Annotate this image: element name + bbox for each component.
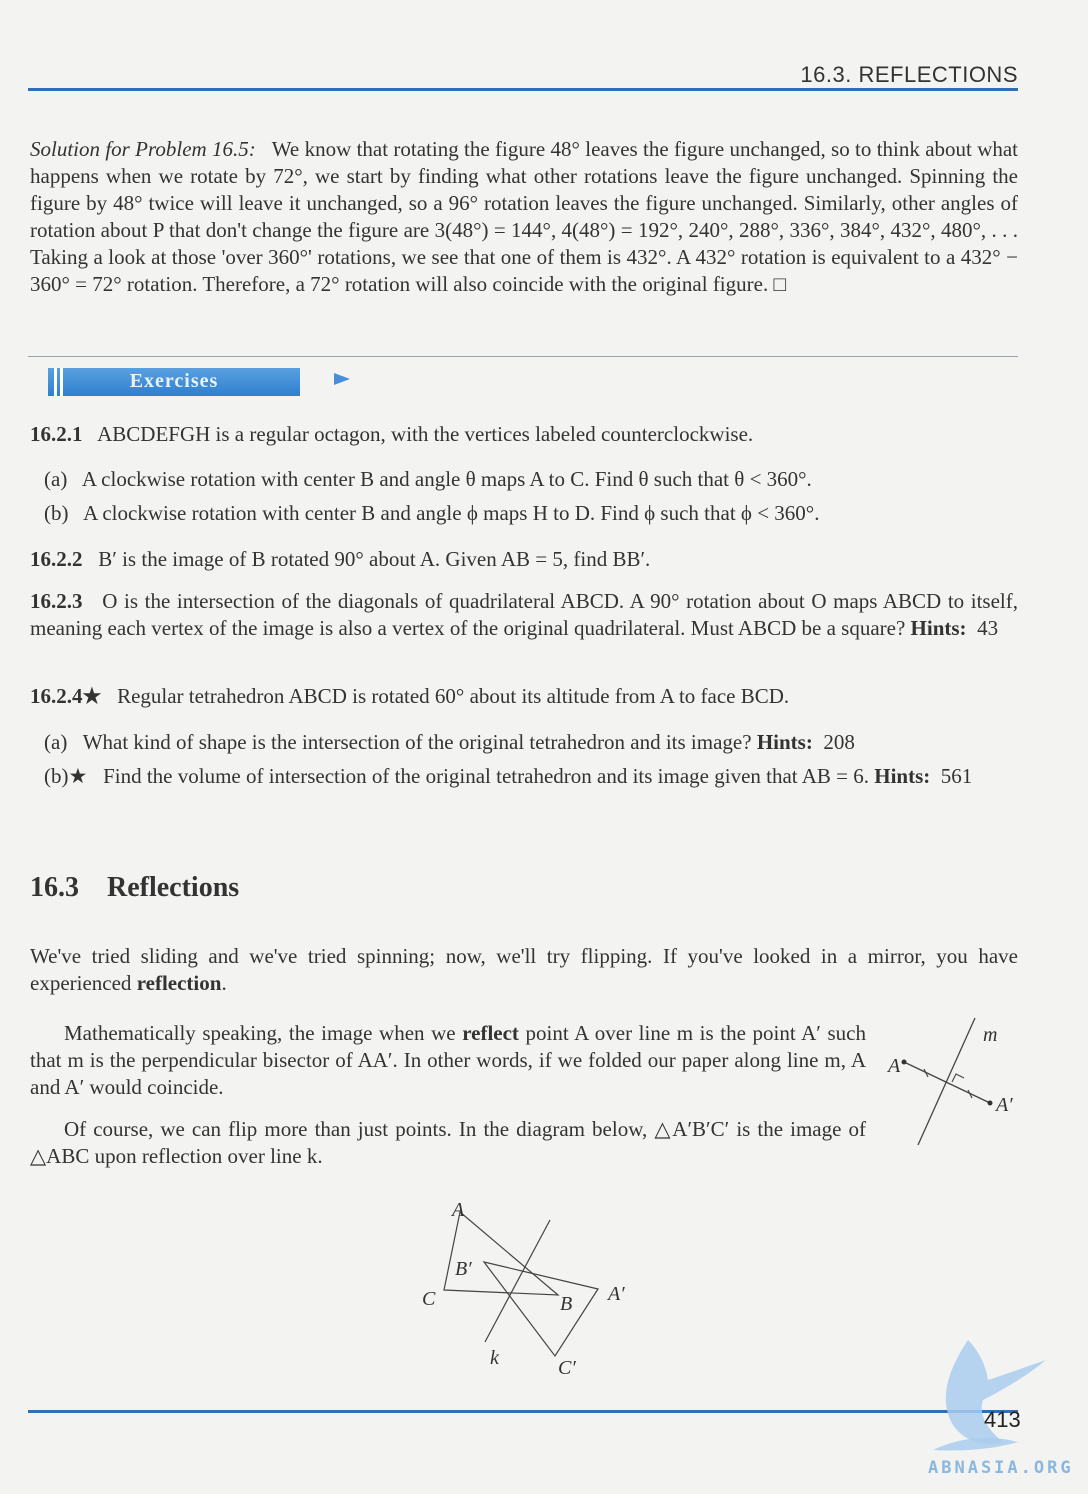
exercise-16-2-4-a xyxy=(44,729,1014,756)
label-B: B xyxy=(560,1293,573,1315)
text-span: point A over line m is the point A′ such that m is the perpendicular bisector of AA′. In other words, if we folded our paper along line m, A and A′ would coincide. xyxy=(30,1021,866,1099)
line-k xyxy=(485,1220,550,1342)
section-heading xyxy=(30,872,239,904)
section-paragraph-1 xyxy=(30,943,1018,997)
solution-lead: Solution for Problem 16.5: xyxy=(30,137,256,161)
bird-logo-icon xyxy=(928,1330,1048,1455)
label-A: A xyxy=(452,1199,465,1221)
part-text: A clockwise rotation with center B and angle ϕ maps H to D. Find ϕ such that ϕ < 360°. xyxy=(83,501,820,525)
exercise-16-2-4 xyxy=(30,683,1020,710)
exercise-16-2-4-b xyxy=(44,763,1018,790)
part-text: What kind of shape is the intersection of the original tetrahedron and its image? xyxy=(82,730,752,754)
section-title: Reflections xyxy=(107,872,240,903)
page-number: 413 xyxy=(984,1407,1021,1432)
exercises-label: Exercises xyxy=(129,370,219,392)
label-k: k xyxy=(490,1347,499,1369)
exercise-text: Regular tetrahedron ABCD is rotated 60° about its altitude from A to face BCD. xyxy=(117,684,790,708)
part-text: A clockwise rotation with center B and angle θ maps A to C. Find θ such that θ < 360°. xyxy=(81,467,812,491)
term-reflect: reflect xyxy=(462,1021,519,1045)
section-paragraph-2 xyxy=(30,1020,866,1101)
reflection-point-figure xyxy=(880,1010,1020,1150)
hints-value: 43 xyxy=(977,616,999,640)
running-header: 16.3. REFLECTIONS xyxy=(800,62,1018,87)
label-C-prime: C′ xyxy=(558,1357,576,1379)
label-A-prime: A′ xyxy=(996,1094,1013,1116)
label-A: A xyxy=(888,1055,901,1077)
exercises-rule xyxy=(28,356,1018,357)
solution-paragraph xyxy=(30,136,1018,298)
exercises-banner xyxy=(48,368,300,396)
exercise-number: 16.2.2 xyxy=(30,547,83,571)
solution-text: We know that rotating the figure 48° leaves the figure unchanged, so to think about what happens when we rotate by 72°, we start by finding what other rotations leave the figure unchanged. Spinning the figure by 48° twice will leave it unchanged, so a 96° rotation leaves the figure unchanged. Similarly, other angles of rotation about P that don't change the figure are 3(48°) = 144°, 4(48°) = 192°, 240°, 288°, 336°, 384°, 432°, 480°, . . . Taking a look at those 'over 360°' rotations, we see that one of them is 432°. A 432° rotation is equivalent to a 432° − 360° = 72° rotation. Therefore, a 72° rotation will also coincide with the original figure. □ xyxy=(30,137,1019,296)
exercise-16-2-3 xyxy=(30,588,1018,642)
section-paragraph-3 xyxy=(30,1116,866,1170)
exercise-number: 16.2.1 xyxy=(30,422,83,446)
label-C: C xyxy=(422,1288,436,1310)
label-m: m xyxy=(983,1024,998,1046)
label-B-prime: B′ xyxy=(455,1258,472,1280)
segment-AA-prime xyxy=(904,1062,990,1103)
exercise-16-2-1 xyxy=(30,421,1020,448)
right-angle-mark xyxy=(952,1074,964,1082)
hints-value: 208 xyxy=(823,730,855,754)
watermark: ABNASIA.ORG xyxy=(928,1458,1074,1478)
triangle-A-prime-B-prime-C-prime xyxy=(484,1262,598,1356)
part-label: (a) xyxy=(44,730,68,754)
part-text: Find the volume of intersection of the original tetrahedron and its image given that AB = 6. xyxy=(103,764,869,788)
exercise-16-2-2 xyxy=(30,546,1020,573)
header-rule xyxy=(28,88,1018,91)
exercise-text: ABCDEFGH is a regular octagon, with the vertices labeled counterclockwise. xyxy=(97,422,754,446)
footer-rule xyxy=(28,1410,1018,1413)
text-span: Mathematically speaking, the image when we xyxy=(64,1021,463,1045)
reflection-triangle-figure xyxy=(410,1192,650,1382)
point-A xyxy=(902,1060,907,1065)
section-number: 16.3 xyxy=(30,872,79,903)
exercise-text: O is the intersection of the diagonals of quadrilateral ABCD. A 90° rotation about O maps ABCD to itself, meaning each vertex of the image is also a vertex of the original quadrilateral. Must ABCD be a square? xyxy=(30,589,1018,640)
part-label: (b)★ xyxy=(44,764,88,788)
exercise-16-2-1-b xyxy=(44,500,1014,527)
part-label: (a) xyxy=(44,467,68,491)
exercise-number: 16.2.3 xyxy=(30,589,83,613)
line-m xyxy=(918,1018,975,1145)
text-span: We've tried sliding and we've tried spinning; now, we'll try flipping. If you've looked in a mirror, you have experienced xyxy=(30,944,1018,995)
triangle-ABC xyxy=(444,1212,558,1295)
hints-label: Hints: xyxy=(756,730,813,754)
arrow-right-icon xyxy=(334,373,350,385)
hints-label: Hints: xyxy=(910,616,967,640)
point-A-prime xyxy=(988,1101,993,1106)
hints-label: Hints: xyxy=(874,764,931,788)
hints-value: 561 xyxy=(940,764,973,788)
exercise-text: B′ is the image of B rotated 90° about A. Given AB = 5, find BB′. xyxy=(98,547,651,571)
label-A-prime: A′ xyxy=(608,1283,625,1305)
exercise-16-2-1-a xyxy=(44,466,1014,493)
exercise-number: 16.2.4★ xyxy=(30,684,102,708)
term-reflection: reflection xyxy=(136,971,222,995)
part-label: (b) xyxy=(44,501,69,525)
text-span: . xyxy=(221,971,227,995)
text-span: Of course, we can flip more than just points. In the diagram below, △A′B′C′ is the image of △ABC upon reflection over line k. xyxy=(30,1117,866,1168)
